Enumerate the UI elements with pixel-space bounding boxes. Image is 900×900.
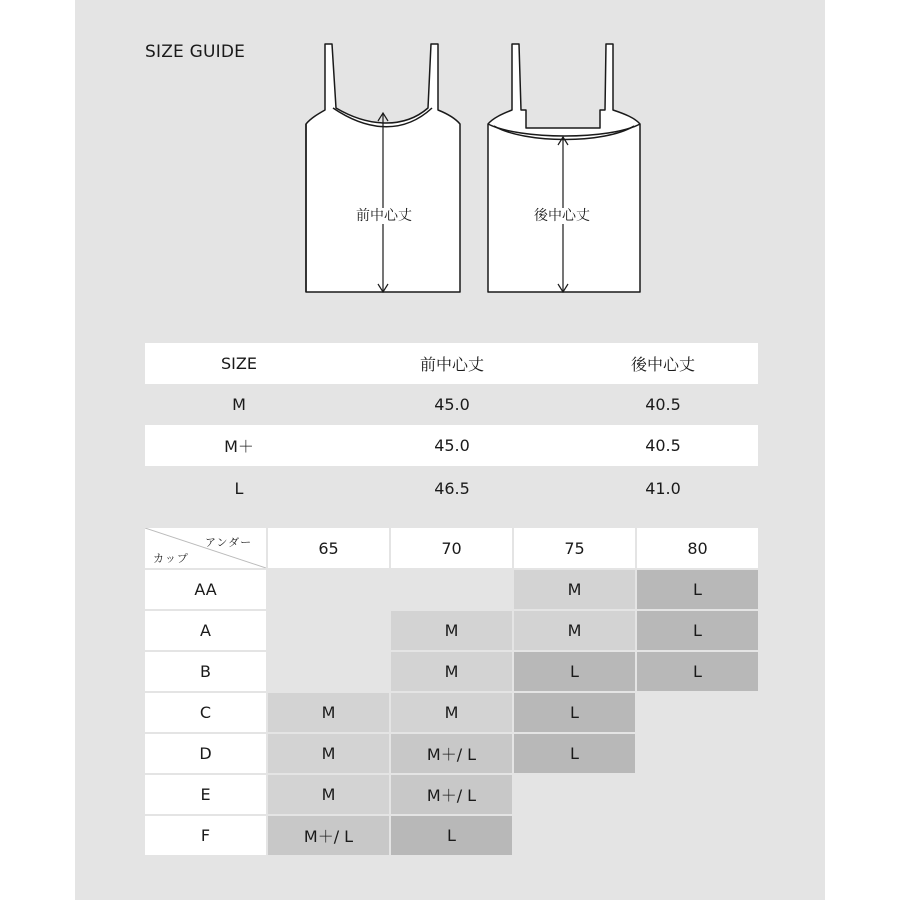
cup-label-b: B <box>145 652 266 691</box>
size-cell: M＋ <box>224 437 254 456</box>
header-size: SIZE <box>221 354 257 373</box>
cup-label-a: A <box>145 611 266 650</box>
header-back-length: 後中心丈 <box>630 355 695 374</box>
front-cell: 45.0 <box>434 395 470 414</box>
cup-label-f: F <box>145 816 266 855</box>
garment-illustrations <box>0 0 900 330</box>
grid-cell: M <box>268 693 389 732</box>
front-cell: 45.0 <box>434 436 470 455</box>
grid-cell: M＋/ L <box>391 775 512 814</box>
grid-cell: L <box>391 816 512 855</box>
grid-cell: L <box>514 734 635 773</box>
grid-cell: L <box>637 611 758 650</box>
grid-cell: M <box>514 611 635 650</box>
grid-cell: M <box>391 611 512 650</box>
grid-cell: L <box>637 652 758 691</box>
back-cell: 41.0 <box>645 479 681 498</box>
grid-cell: M <box>268 775 389 814</box>
back-cell: 40.5 <box>645 395 681 414</box>
grid-cell: M <box>391 652 512 691</box>
size-cell: M <box>232 395 246 414</box>
size-row-m-plus <box>145 425 758 466</box>
cup-label-e: E <box>145 775 266 814</box>
grid-cell: M＋/ L <box>391 734 512 773</box>
cup-label-c: C <box>145 693 266 732</box>
grid-cell: M <box>391 693 512 732</box>
under-header-75: 75 <box>514 528 635 568</box>
size-row-m <box>145 384 758 425</box>
back-cell: 40.5 <box>645 436 681 455</box>
front-length-label: 前中心丈 <box>356 208 412 224</box>
back-camisole-illustration <box>488 44 640 292</box>
under-header-80: 80 <box>637 528 758 568</box>
grid-cell: L <box>637 570 758 609</box>
cup-label: カップ <box>153 552 189 565</box>
size-cell: L <box>234 479 244 498</box>
cup-label-aa: AA <box>145 570 266 609</box>
size-row-l <box>145 468 758 509</box>
under-header-65: 65 <box>268 528 389 568</box>
grid-cell: M <box>514 570 635 609</box>
under-header-70: 70 <box>391 528 512 568</box>
under-label: アンダー <box>205 536 253 549</box>
back-length-label: 後中心丈 <box>534 208 590 224</box>
grid-cell: M＋/ L <box>268 816 389 855</box>
front-cell: 46.5 <box>434 479 470 498</box>
grid-cell: L <box>514 652 635 691</box>
size-table-header <box>145 343 758 384</box>
grid-cell: L <box>514 693 635 732</box>
grid-cell: M <box>268 734 389 773</box>
header-front-length: 前中心丈 <box>419 355 484 374</box>
cup-label-d: D <box>145 734 266 773</box>
page-title: SIZE GUIDE <box>145 42 246 62</box>
